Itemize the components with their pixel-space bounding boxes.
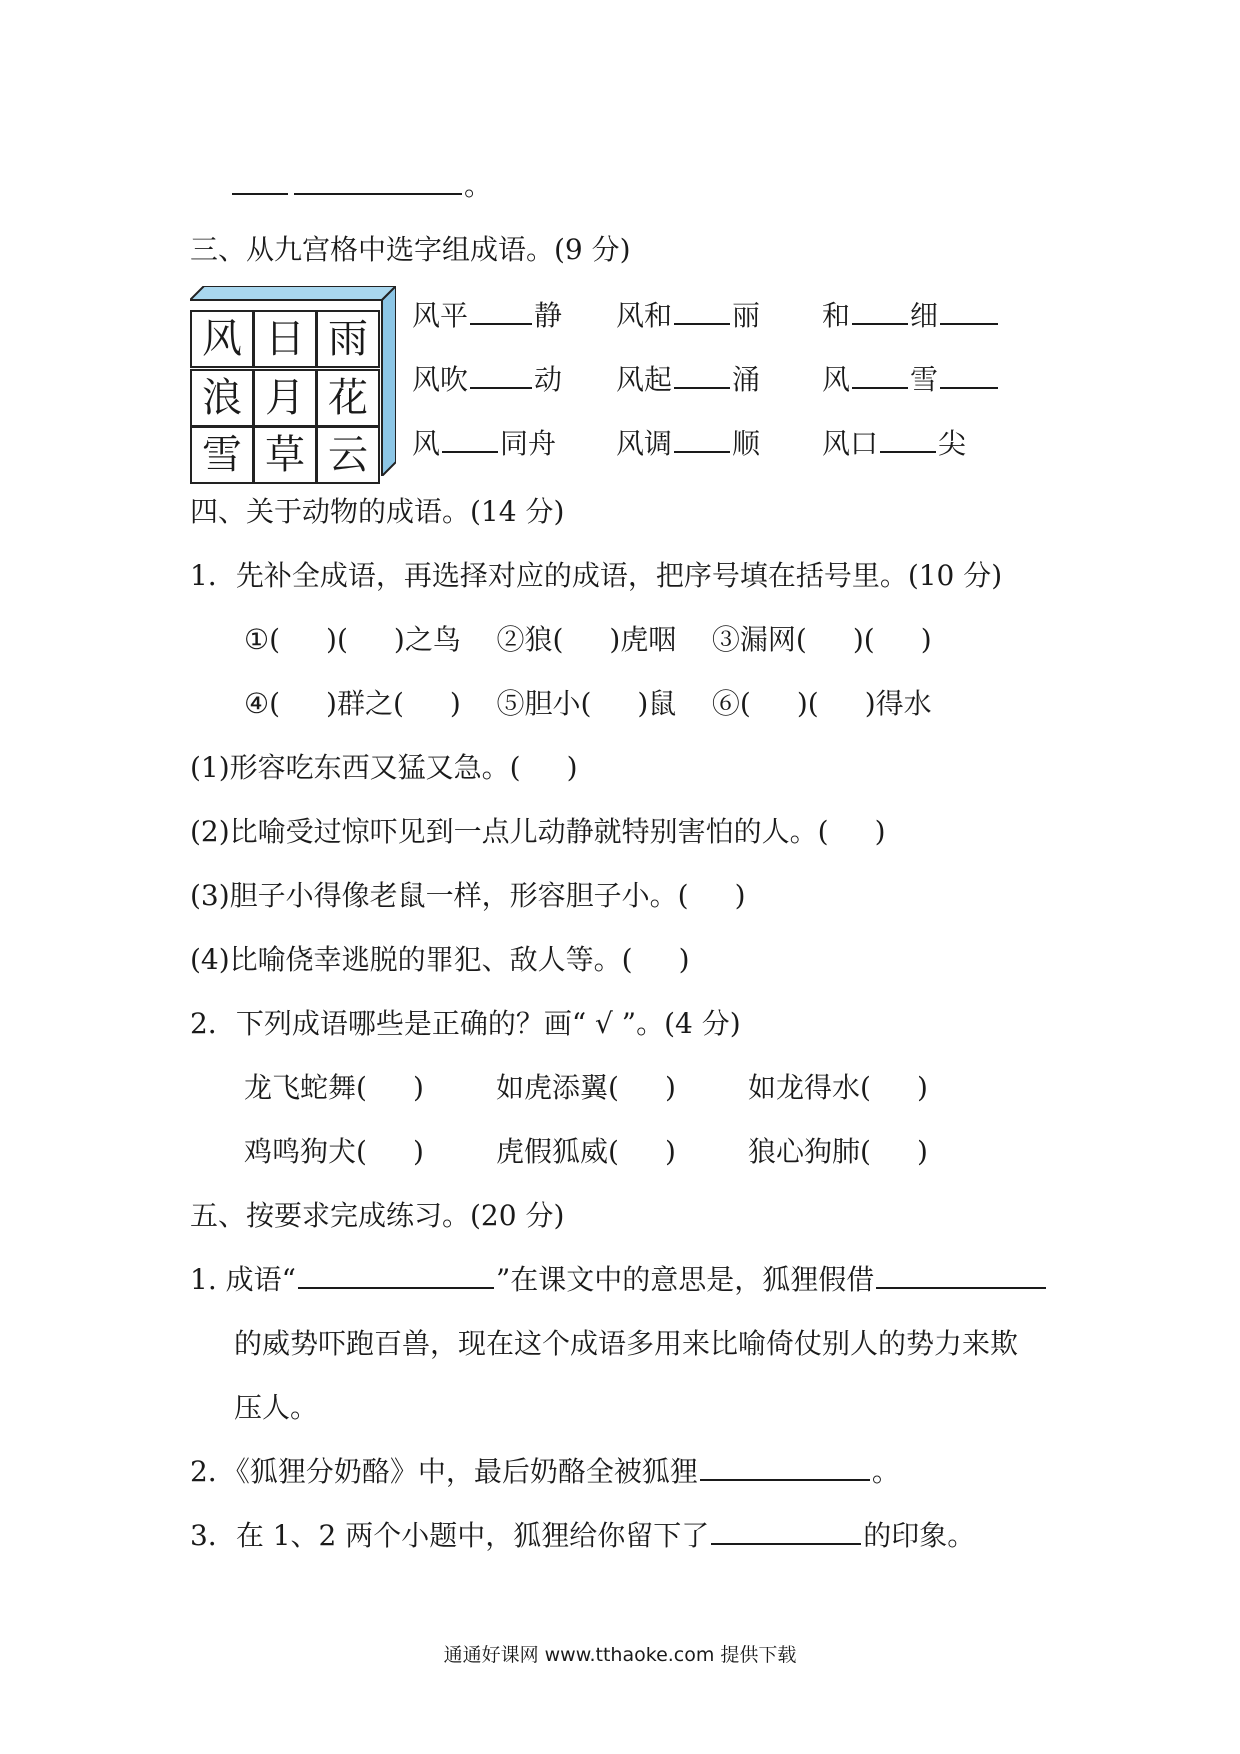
idiom-item: 风平 静 [412, 299, 563, 332]
section5-q1-cont2: 压人。 [234, 1391, 319, 1424]
answer-blank[interactable] [852, 361, 908, 389]
grid-cell: 雨 [316, 310, 380, 368]
check-item: 如龙得水( ) [748, 1071, 928, 1104]
idiom-item: 和 细 [822, 296, 1000, 336]
grid-cell: 云 [316, 426, 380, 484]
answer-blank[interactable] [470, 297, 532, 325]
section5-q3: 3．在 1、2 两个小题中，狐狸给你留下了 的印象。 [190, 1519, 976, 1552]
check-item: 狼心狗肺( ) [748, 1135, 928, 1168]
definition-item: (1)形容吃东西又猛又急。( ) [190, 751, 578, 784]
idiom-item: 风调 顺 [616, 427, 761, 460]
page-footer: 通通好课网 www.tthaoke.com 提供下载 [443, 1644, 797, 1666]
idiom-item: 风口 尖 [822, 427, 967, 460]
check-item: 虎假狐威( ) [496, 1135, 676, 1168]
grid-cell: 草 [253, 426, 317, 484]
answer-blank[interactable] [674, 425, 730, 453]
answer-blank[interactable] [674, 297, 730, 325]
answer-blank[interactable] [294, 167, 462, 195]
check-item: 龙飞蛇舞( ) [244, 1071, 424, 1104]
question-2: 2．下列成语哪些是正确的？画“ √ ”。(4 分) [190, 1007, 741, 1040]
answer-blank[interactable] [298, 1261, 494, 1289]
definition-item: (2)比喻受过惊吓见到一点儿动静就特别害怕的人。( ) [190, 815, 886, 848]
options-row-1: ①( )( )之鸟 ②狼( )虎咽 ③漏网( )( ) [244, 623, 932, 656]
idiom-item: 风吹 动 [412, 363, 563, 396]
idiom-item: 风和 丽 [616, 299, 761, 332]
options-row-2: ④( )群之( ) ⑤胆小( )鼠 ⑥( )( )得水 [244, 687, 932, 720]
dash-mark [232, 175, 288, 195]
grid-cell: 日 [253, 310, 317, 368]
question-1: 1．先补全成语，再选择对应的成语，把序号填在括号里。(10 分) [190, 559, 1003, 592]
answer-blank[interactable] [442, 425, 498, 453]
idiom-item: 风 同舟 [412, 427, 557, 460]
section4-heading: 四、关于动物的成语。(14 分) [190, 495, 565, 528]
section5-q1-cont: 的威势吓跑百兽，现在这个成语多用来比喻倚仗别人的势力来欺 [234, 1327, 1019, 1360]
definition-item: (3)胆子小得像老鼠一样，形容胆子小。( ) [190, 879, 746, 912]
grid-cell: 雪 [190, 426, 254, 484]
answer-blank[interactable] [674, 361, 730, 389]
section5-q2: 2．《狐狸分奶酪》中，最后奶酪全被狐狸 。 [190, 1455, 900, 1488]
answer-blank[interactable] [940, 361, 998, 389]
answer-blank[interactable] [711, 1517, 861, 1545]
grid-cell: 风 [190, 310, 254, 368]
section5-q1: 1. 成语“ ”在课文中的意思是，狐狸假借 [190, 1260, 1048, 1300]
grid-cell: 月 [253, 369, 317, 427]
idiom-item: 风起 涌 [616, 363, 761, 396]
section3-heading: 三、从九宫格中选字组成语。(9 分) [190, 233, 631, 266]
answer-blank[interactable] [852, 297, 908, 325]
answer-blank[interactable] [876, 1261, 1046, 1289]
answer-blank[interactable] [940, 297, 998, 325]
grid-cell: 浪 [190, 369, 254, 427]
continuation-line: 。 [232, 166, 492, 206]
check-item: 鸡鸣狗犬( ) [244, 1135, 424, 1168]
section5-heading: 五、按要求完成练习。(20 分) [190, 1199, 565, 1232]
answer-blank[interactable] [700, 1453, 870, 1481]
definition-item: (4)比喻侥幸逃脱的罪犯、敌人等。( ) [190, 943, 690, 976]
idiom-item: 风 雪 [822, 360, 1000, 400]
answer-blank[interactable] [880, 425, 936, 453]
check-item: 如虎添翼( ) [496, 1071, 676, 1104]
grid-cell: 花 [316, 369, 380, 427]
answer-blank[interactable] [470, 361, 532, 389]
